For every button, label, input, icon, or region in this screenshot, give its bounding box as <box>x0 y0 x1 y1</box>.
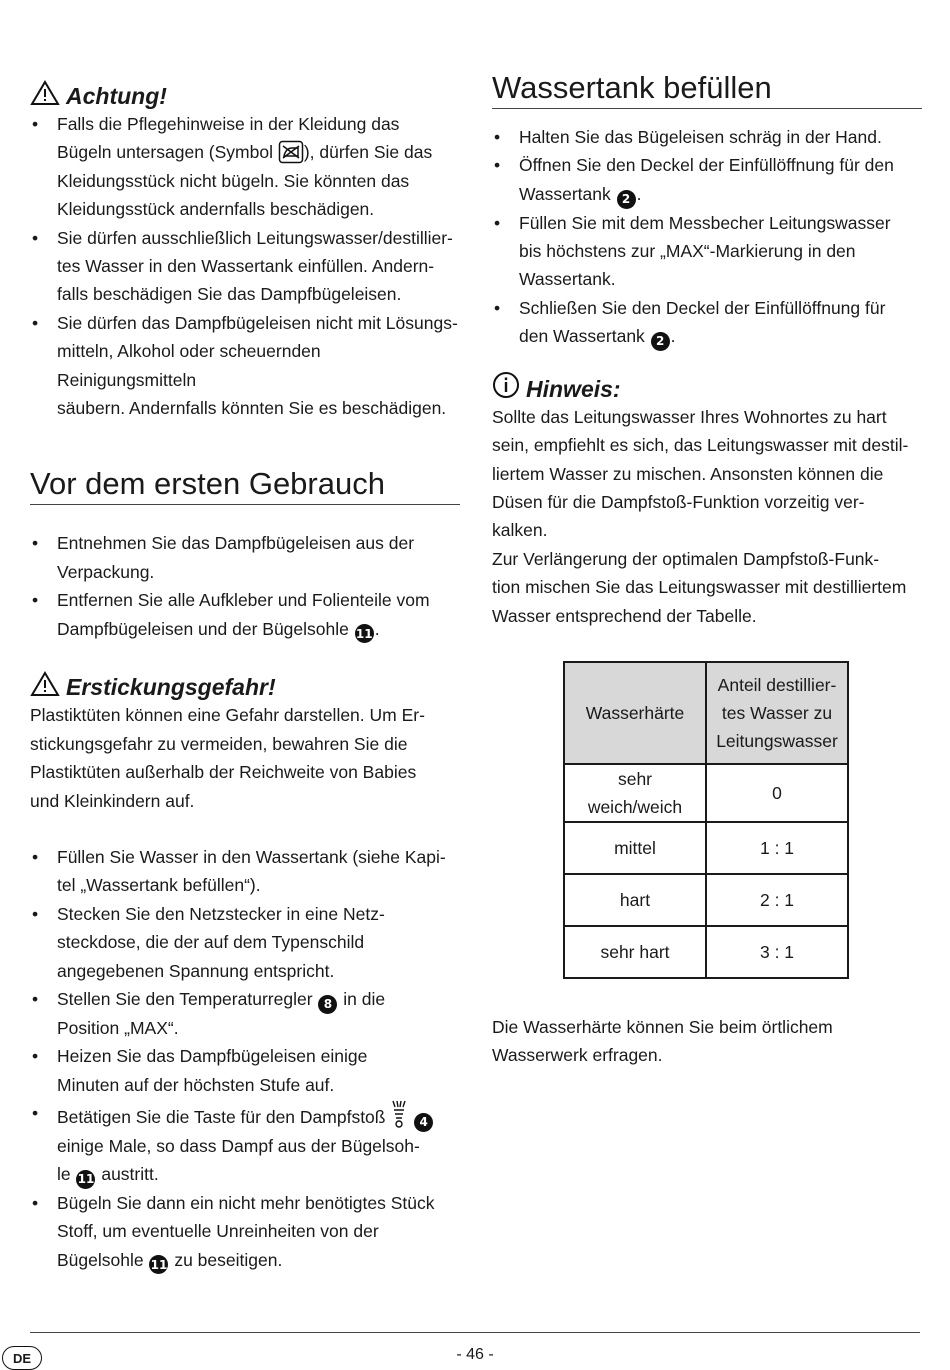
table-cell: mittel <box>564 822 706 874</box>
language-badge: DE <box>2 1346 42 1370</box>
list-item: • Betätigen Sie die Taste für den Dampfstoß 4 einige Male, so dass Dampf aus der Bügelsoh- le 11 austritt. <box>30 1099 460 1189</box>
table-row <box>564 822 848 874</box>
table-header-row <box>564 662 848 764</box>
list-item: • Schließen Sie den Deckel der Einfüllöffnung für den Wassertank 2 . <box>492 294 922 351</box>
table-row <box>564 874 848 926</box>
note-title: Hinweis: <box>526 375 621 402</box>
warning-paragraph: Plastiktüten können eine Gefahr darstellen. Um Er- stickungsgefahr zu vermeiden, bewahren Sie die Plastiktüten außerhalb der Reichweite von Babies und Kleinkindern auf. <box>30 705 425 811</box>
left-column <box>30 70 460 1274</box>
part-number-badge: 2 <box>617 190 636 209</box>
table-header-cell: Wasserhärte <box>564 662 706 764</box>
list-item: • Öffnen Sie den Deckel der Einfüllöffnung für den Wassertank 2 . <box>492 151 922 208</box>
water-hardness-table <box>563 661 849 979</box>
closing-paragraph: Die Wasserhärte können Sie beim örtlichem Wasserwerk erfragen. <box>492 1017 833 1066</box>
part-number-badge: 11 <box>355 624 374 643</box>
list-item: • Entnehmen Sie das Dampfbügeleisen aus der Verpackung. <box>30 529 460 586</box>
section-title-wassertank-befuellen: Wassertank befüllen <box>492 70 922 109</box>
steam-burst-icon <box>390 1099 408 1129</box>
warning-triangle-icon <box>30 671 60 697</box>
list-item: • Bügeln Sie dann ein nicht mehr benötigtes Stück Stoff, um eventuelle Unreinheiten von der Bügelsohle 11 zu beseitigen. <box>30 1189 460 1275</box>
list-item: • Entfernen Sie alle Aufkleber und Folienteile vom Dampfbügeleisen und der Bügelsohle 11 . <box>30 586 460 643</box>
warning-triangle-icon <box>30 80 60 106</box>
table-cell: 3 : 1 <box>706 926 848 978</box>
note-paragraph: Sollte das Leitungswasser Ihres Wohnortes zu hart sein, empfiehlt es sich, das Leitungswasser mit destil- liertem Wasser zu mischen. Ansonsten können die Düsen für die Dampfstoß-Funktion vorzeitig ver- kalken. Zur Verlängerung der optimalen Dampfstoß-Funk- tion mischen Sie das Leitungswasser mit destilliertem Wasser entsprechend der Tabelle. <box>492 406 909 626</box>
no-ironing-symbol-icon <box>278 140 304 164</box>
list-item: • Sie dürfen das Dampfbügeleisen nicht mit Lösungs- mitteln, Alkohol oder scheuernden Reinigungsmitteln säubern. Andernfalls könnten Sie es beschädigen. <box>30 309 460 423</box>
table-row <box>564 764 848 822</box>
part-number-badge: 2 <box>651 332 670 351</box>
part-number-badge: 8 <box>318 995 337 1014</box>
note-heading-hinweis <box>492 363 922 403</box>
list-item: • Füllen Sie mit dem Messbecher Leitungswasser bis höchstens zur „MAX“-Markierung in den Wassertank. <box>492 209 922 294</box>
tank-list <box>492 123 922 351</box>
section-title-vor-dem-ersten-gebrauch: Vor dem ersten Gebrauch <box>30 466 460 505</box>
list-item: • Füllen Sie Wasser in den Wassertank (siehe Kapi- tel „Wassertank befüllen“). <box>30 843 460 900</box>
warning-title: Erstickungsgefahr! <box>66 674 276 701</box>
table-cell: sehr weich/weich <box>564 764 706 822</box>
part-number-badge: 11 <box>76 1170 95 1189</box>
table-cell: sehr hart <box>564 926 706 978</box>
info-icon <box>492 371 520 399</box>
list-item: • Falls die Pflegehinweise in der Kleidung das Bügeln untersagen (Symbol ), dürfen Sie das Kleidungsstück nicht bügeln. Sie könnten das Kleidungsstück andernfalls beschädigen. <box>30 110 460 224</box>
right-column <box>492 70 922 630</box>
warning-heading-achtung <box>30 70 460 110</box>
steps-list <box>30 843 460 1274</box>
warning-list <box>30 110 460 422</box>
table-cell: 1 : 1 <box>706 822 848 874</box>
warning-heading-erstickungsgefahr <box>30 661 460 701</box>
list-item: • Stellen Sie den Temperaturregler 8 in die Position „MAX“. <box>30 985 460 1042</box>
part-number-badge: 4 <box>414 1113 433 1132</box>
list-item: • Stecken Sie den Netzstecker in eine Netz- steckdose, die der auf dem Typenschild angegebenen Spannung entspricht. <box>30 900 460 985</box>
table-cell: 0 <box>706 764 848 822</box>
table-header-cell: Anteil destillier- tes Wasser zu Leitungswasser <box>706 662 848 764</box>
part-number-badge: 11 <box>149 1255 168 1274</box>
footer-divider <box>30 1332 920 1333</box>
table-row <box>564 926 848 978</box>
page-number: - 46 - <box>456 1346 494 1363</box>
prep-list <box>30 529 460 643</box>
list-item: • Halten Sie das Bügeleisen schräg in der Hand. <box>492 123 922 151</box>
warning-title: Achtung! <box>66 83 167 109</box>
table-cell: 2 : 1 <box>706 874 848 926</box>
list-item: • Heizen Sie das Dampfbügeleisen einige Minuten auf der höchsten Stufe auf. <box>30 1042 460 1099</box>
list-item: • Sie dürfen ausschließlich Leitungswasser/destillier- tes Wasser in den Wassertank einfüllen. Andern- falls beschädigen Sie das Dampfbügeleisen. <box>30 224 460 309</box>
table-cell: hart <box>564 874 706 926</box>
